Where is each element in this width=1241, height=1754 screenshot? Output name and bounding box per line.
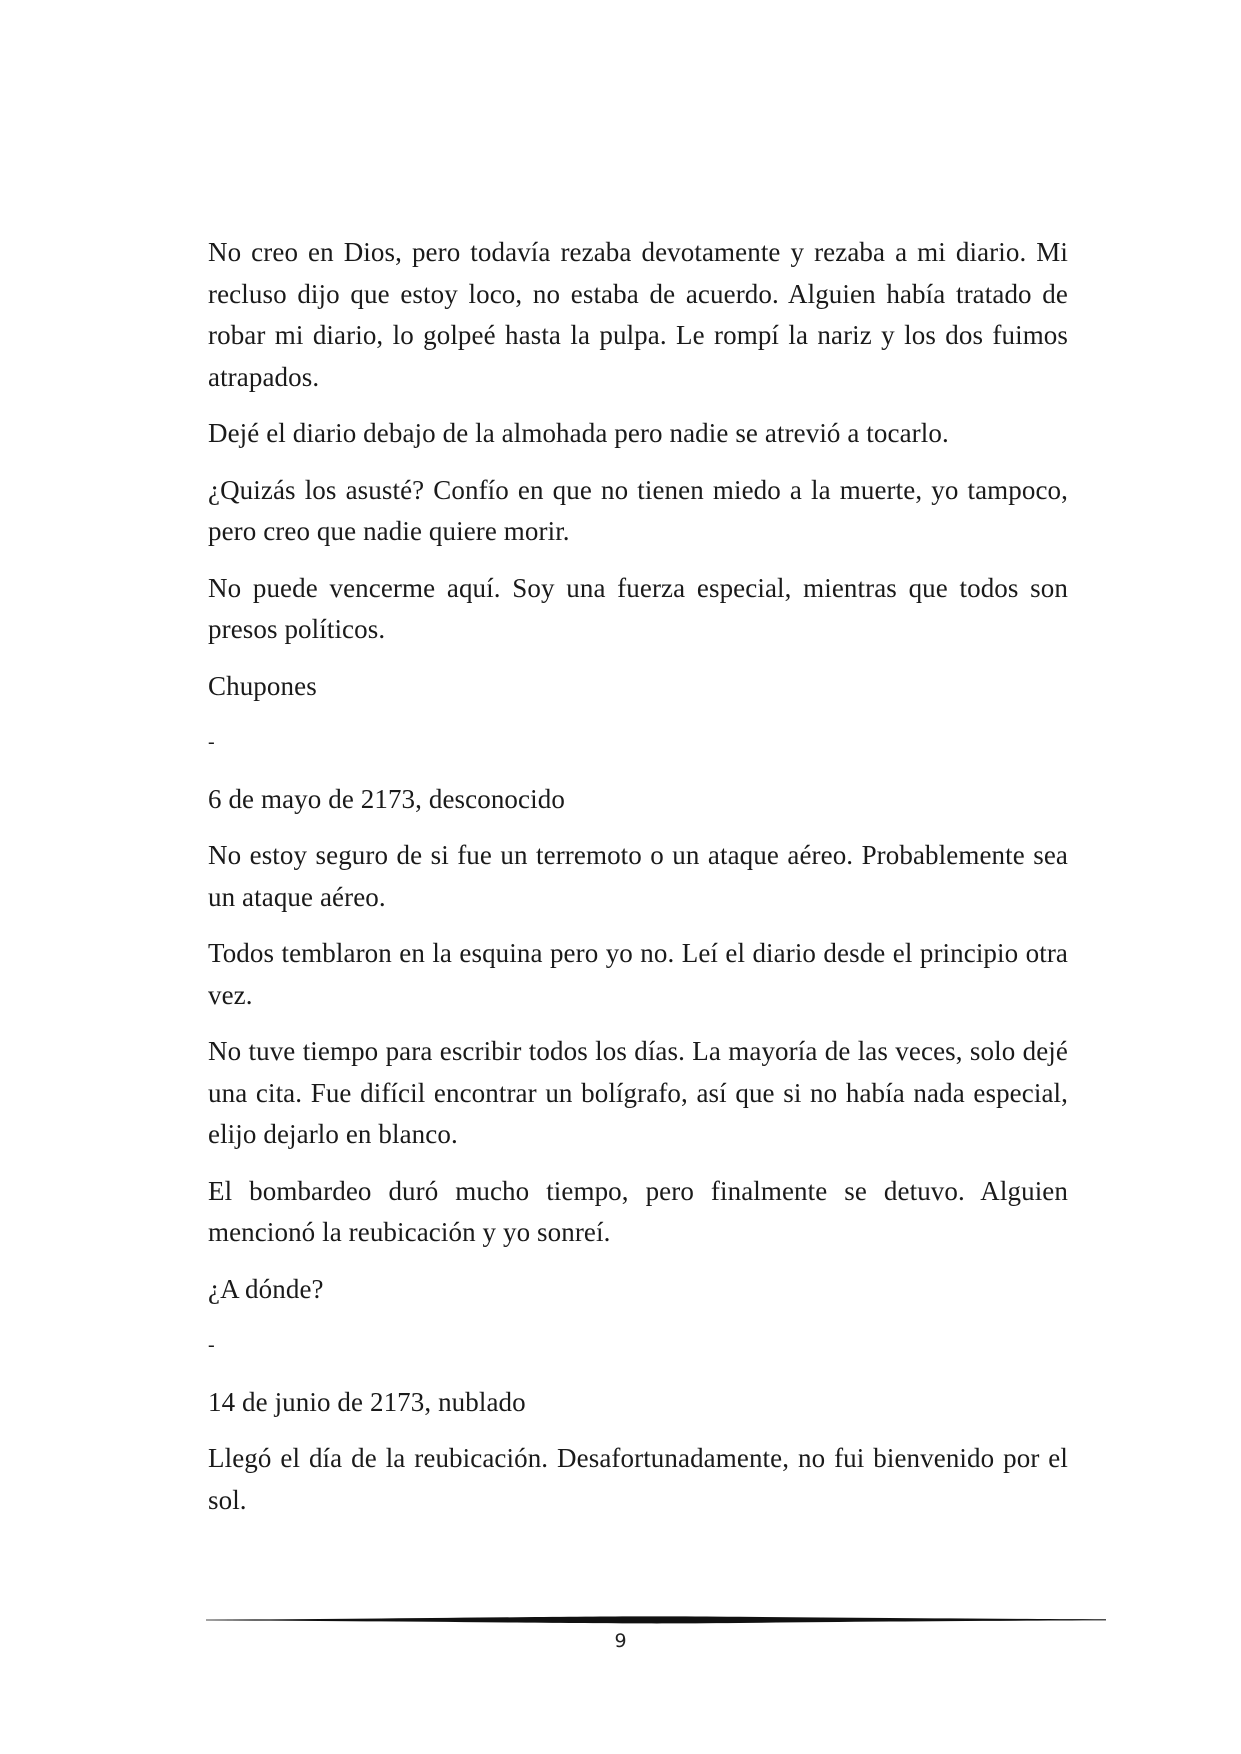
paragraph: No tuve tiempo para escribir todos los días. La mayoría de las veces, solo dejé una cita. Fue difícil encontrar un bolígrafo, así que si no había nada especial, elijo dejarlo en blanco.	[208, 1036, 1068, 1149]
paragraph: ¿Quizás los asusté? Confío en que no tienen miedo a la muerte, yo tampoco, pero creo que nadie quiere morir.	[208, 474, 1068, 546]
paragraph: No estoy seguro de si fue un terremoto o un ataque aéreo. Probablemente sea un ataque aéreo.	[208, 840, 1068, 912]
paragraph: Dejé el diario debajo de la almohada pero nadie se atrevió a tocarlo.	[208, 418, 949, 448]
paragraph: El bombardeo duró mucho tiempo, pero finalmente se detuvo. Alguien mencionó la reubicación y yo sonreí.	[208, 1175, 1068, 1247]
footer-divider	[206, 1614, 1106, 1626]
entry-date-heading: 6 de mayo de 2173, desconocido	[208, 783, 565, 814]
paragraph: Todos temblaron en la esquina pero yo no. Leí el diario desde el principio otra vez.	[208, 938, 1068, 1010]
paragraph: No puede vencerme aquí. Soy una fuerza especial, mientras que todos son presos políticos.	[208, 572, 1068, 644]
signature-line: Chupones	[208, 670, 317, 701]
entry-date-heading: 14 de junio de 2173, nublado	[208, 1386, 526, 1417]
page-number: 9	[614, 1630, 627, 1652]
paragraph: ¿A dónde?	[208, 1273, 324, 1304]
paragraph: No creo en Dios, pero todavía rezaba devotamente y rezaba a mi diario. Mi recluso dijo que estoy loco, no estaba de acuerdo. Alguien había tratado de robar mi diario, lo golpeé hasta la pulpa. Le rompí la nariz y los dos fuimos atrapados.	[208, 237, 1068, 392]
body-text	[208, 232, 1068, 1536]
entry-separator: -	[208, 731, 215, 753]
entry-separator: -	[208, 1334, 215, 1356]
paragraph: Llegó el día de la reubicación. Desafortunadamente, no fui bienvenido por el sol.	[208, 1443, 1068, 1515]
